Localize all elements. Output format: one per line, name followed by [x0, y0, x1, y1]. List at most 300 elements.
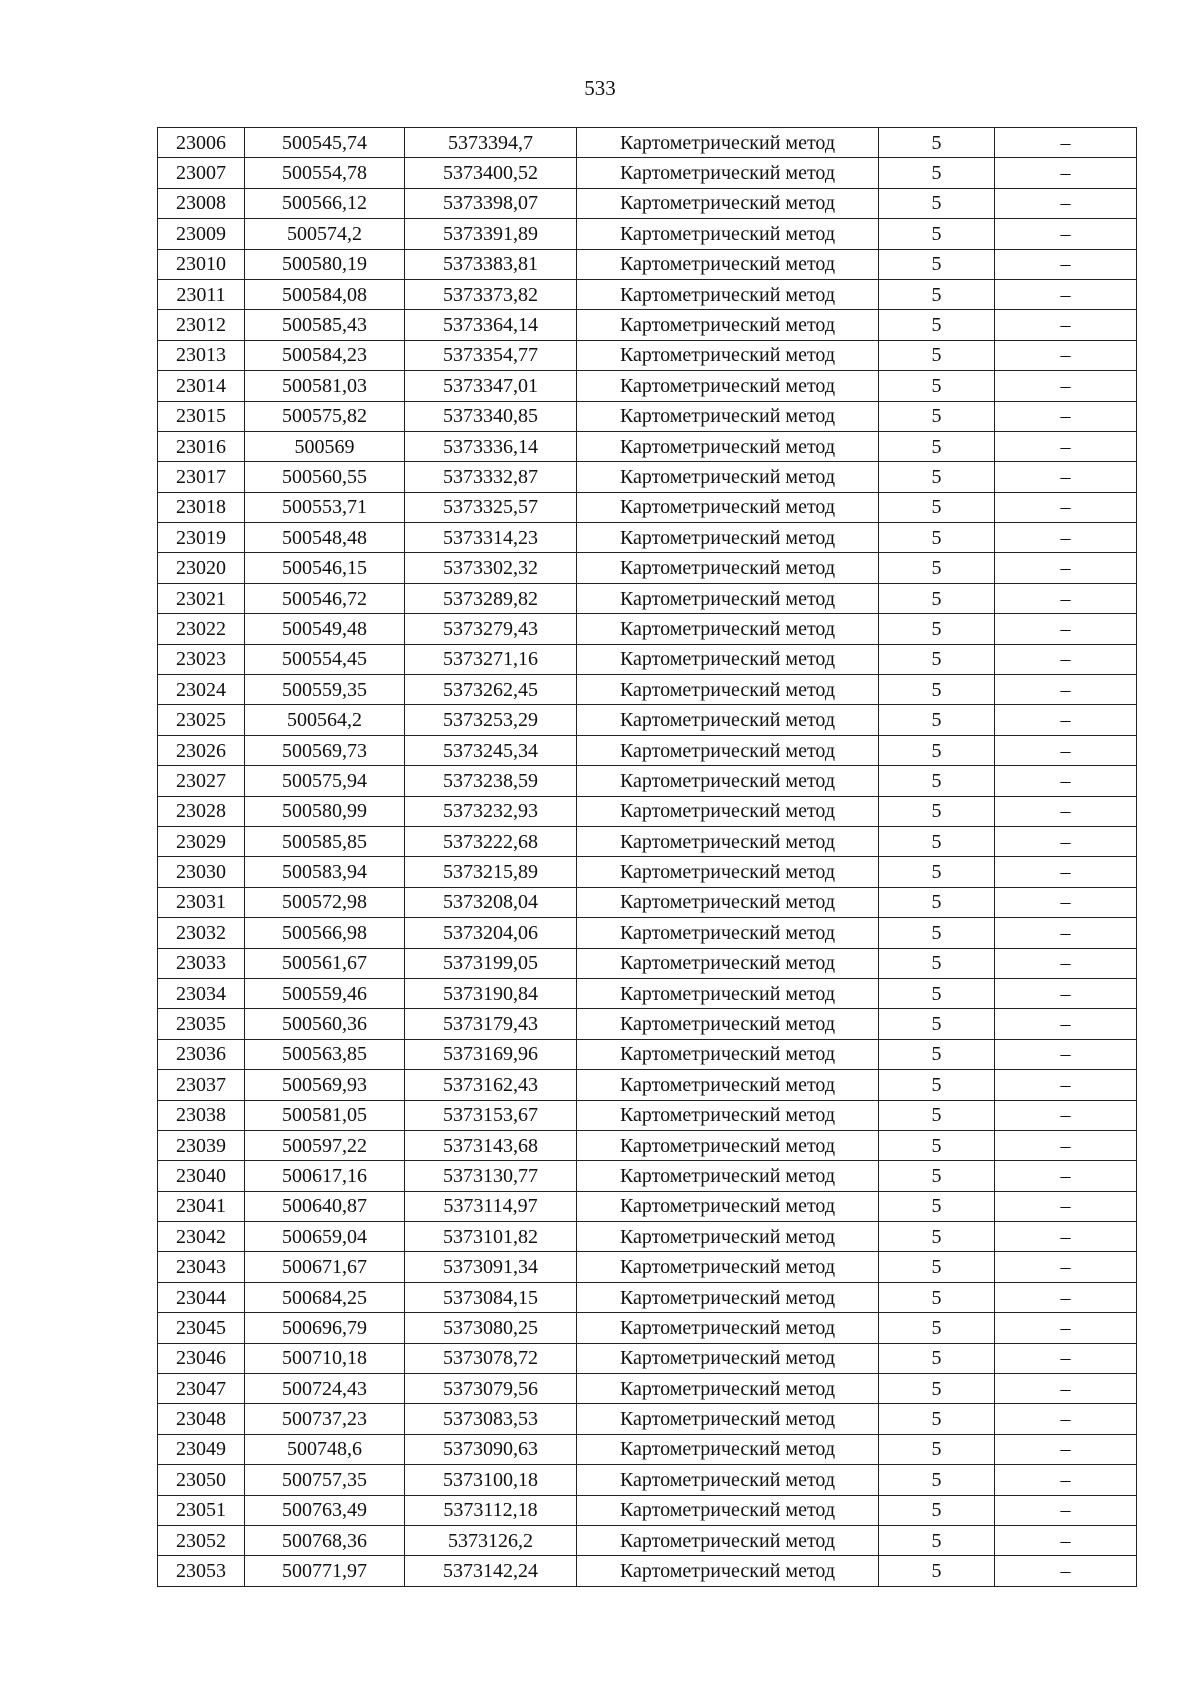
- method-cell: Картометрический метод: [577, 1343, 879, 1373]
- table-row: [158, 401, 1137, 431]
- point-number-cell: 23010: [158, 249, 245, 279]
- method-cell: Картометрический метод: [577, 583, 879, 613]
- point-number-cell: 23015: [158, 401, 245, 431]
- point-number-cell: 23041: [158, 1191, 245, 1221]
- x-coordinate-cell: 500545,74: [245, 128, 405, 158]
- point-number-cell: 23043: [158, 1252, 245, 1282]
- table-row: [158, 431, 1137, 461]
- y-coordinate-cell: 5373354,77: [405, 340, 577, 370]
- x-coordinate-cell: 500724,43: [245, 1374, 405, 1404]
- x-coordinate-cell: 500585,43: [245, 310, 405, 340]
- description-cell: –: [995, 1039, 1137, 1069]
- point-number-cell: 23020: [158, 553, 245, 583]
- description-cell: –: [995, 1191, 1137, 1221]
- point-number-cell: 23013: [158, 340, 245, 370]
- x-coordinate-cell: 500546,15: [245, 553, 405, 583]
- table-row: [158, 310, 1137, 340]
- method-cell: Картометрический метод: [577, 1191, 879, 1221]
- x-coordinate-cell: 500583,94: [245, 857, 405, 887]
- accuracy-cell: 5: [879, 279, 995, 309]
- x-coordinate-cell: 500561,67: [245, 948, 405, 978]
- y-coordinate-cell: 5373215,89: [405, 857, 577, 887]
- method-cell: Картометрический метод: [577, 371, 879, 401]
- table-row: [158, 1161, 1137, 1191]
- point-number-cell: 23036: [158, 1039, 245, 1069]
- description-cell: –: [995, 462, 1137, 492]
- description-cell: –: [995, 1282, 1137, 1312]
- y-coordinate-cell: 5373101,82: [405, 1222, 577, 1252]
- accuracy-cell: 5: [879, 1313, 995, 1343]
- description-cell: –: [995, 1465, 1137, 1495]
- x-coordinate-cell: 500763,49: [245, 1495, 405, 1525]
- description-cell: –: [995, 1434, 1137, 1464]
- y-coordinate-cell: 5373394,7: [405, 128, 577, 158]
- table-row: [158, 826, 1137, 856]
- description-cell: –: [995, 796, 1137, 826]
- method-cell: Картометрический метод: [577, 492, 879, 522]
- x-coordinate-cell: 500554,45: [245, 644, 405, 674]
- table-row: [158, 614, 1137, 644]
- point-number-cell: 23007: [158, 158, 245, 188]
- y-coordinate-cell: 5373080,25: [405, 1313, 577, 1343]
- description-cell: –: [995, 219, 1137, 249]
- x-coordinate-cell: 500768,36: [245, 1525, 405, 1555]
- method-cell: Картометрический метод: [577, 249, 879, 279]
- description-cell: –: [995, 401, 1137, 431]
- y-coordinate-cell: 5373245,34: [405, 735, 577, 765]
- table-row: [158, 492, 1137, 522]
- table-row: [158, 887, 1137, 917]
- method-cell: Картометрический метод: [577, 128, 879, 158]
- point-number-cell: 23052: [158, 1525, 245, 1555]
- x-coordinate-cell: 500737,23: [245, 1404, 405, 1434]
- x-coordinate-cell: 500584,08: [245, 279, 405, 309]
- x-coordinate-cell: 500748,6: [245, 1434, 405, 1464]
- method-cell: Картометрический метод: [577, 158, 879, 188]
- description-cell: –: [995, 1556, 1137, 1586]
- y-coordinate-cell: 5373143,68: [405, 1130, 577, 1160]
- description-cell: –: [995, 188, 1137, 218]
- method-cell: Картометрический метод: [577, 1374, 879, 1404]
- method-cell: Картометрический метод: [577, 735, 879, 765]
- description-cell: –: [995, 1009, 1137, 1039]
- y-coordinate-cell: 5373271,16: [405, 644, 577, 674]
- x-coordinate-cell: 500597,22: [245, 1130, 405, 1160]
- point-number-cell: 23014: [158, 371, 245, 401]
- point-number-cell: 23053: [158, 1556, 245, 1586]
- x-coordinate-cell: 500757,35: [245, 1465, 405, 1495]
- y-coordinate-cell: 5373400,52: [405, 158, 577, 188]
- accuracy-cell: 5: [879, 1009, 995, 1039]
- accuracy-cell: 5: [879, 918, 995, 948]
- point-number-cell: 23027: [158, 766, 245, 796]
- method-cell: Картометрический метод: [577, 887, 879, 917]
- point-number-cell: 23030: [158, 857, 245, 887]
- table-row: [158, 857, 1137, 887]
- x-coordinate-cell: 500617,16: [245, 1161, 405, 1191]
- description-cell: –: [995, 705, 1137, 735]
- x-coordinate-cell: 500559,35: [245, 675, 405, 705]
- method-cell: Картометрический метод: [577, 614, 879, 644]
- x-coordinate-cell: 500581,05: [245, 1100, 405, 1130]
- x-coordinate-cell: 500581,03: [245, 371, 405, 401]
- table-row: [158, 1039, 1137, 1069]
- x-coordinate-cell: 500569,93: [245, 1070, 405, 1100]
- table-row: [158, 705, 1137, 735]
- accuracy-cell: 5: [879, 1434, 995, 1464]
- method-cell: Картометрический метод: [577, 1495, 879, 1525]
- x-coordinate-cell: 500563,85: [245, 1039, 405, 1069]
- x-coordinate-cell: 500580,99: [245, 796, 405, 826]
- x-coordinate-cell: 500569: [245, 431, 405, 461]
- accuracy-cell: 5: [879, 796, 995, 826]
- y-coordinate-cell: 5373162,43: [405, 1070, 577, 1100]
- method-cell: Картометрический метод: [577, 188, 879, 218]
- description-cell: –: [995, 310, 1137, 340]
- x-coordinate-cell: 500640,87: [245, 1191, 405, 1221]
- y-coordinate-cell: 5373302,32: [405, 553, 577, 583]
- table-row: [158, 462, 1137, 492]
- y-coordinate-cell: 5373083,53: [405, 1404, 577, 1434]
- table-row: [158, 523, 1137, 553]
- x-coordinate-cell: 500572,98: [245, 887, 405, 917]
- y-coordinate-cell: 5373153,67: [405, 1100, 577, 1130]
- method-cell: Картометрический метод: [577, 1434, 879, 1464]
- y-coordinate-cell: 5373142,24: [405, 1556, 577, 1586]
- point-number-cell: 23029: [158, 826, 245, 856]
- accuracy-cell: 5: [879, 857, 995, 887]
- accuracy-cell: 5: [879, 523, 995, 553]
- x-coordinate-cell: 500684,25: [245, 1282, 405, 1312]
- method-cell: Картометрический метод: [577, 219, 879, 249]
- point-number-cell: 23040: [158, 1161, 245, 1191]
- y-coordinate-cell: 5373179,43: [405, 1009, 577, 1039]
- method-cell: Картометрический метод: [577, 1100, 879, 1130]
- y-coordinate-cell: 5373325,57: [405, 492, 577, 522]
- point-number-cell: 23038: [158, 1100, 245, 1130]
- y-coordinate-cell: 5373112,18: [405, 1495, 577, 1525]
- x-coordinate-cell: 500559,46: [245, 978, 405, 1008]
- y-coordinate-cell: 5373091,34: [405, 1252, 577, 1282]
- description-cell: –: [995, 553, 1137, 583]
- description-cell: –: [995, 371, 1137, 401]
- accuracy-cell: 5: [879, 128, 995, 158]
- y-coordinate-cell: 5373204,06: [405, 918, 577, 948]
- accuracy-cell: 5: [879, 1100, 995, 1130]
- y-coordinate-cell: 5373079,56: [405, 1374, 577, 1404]
- y-coordinate-cell: 5373090,63: [405, 1434, 577, 1464]
- point-number-cell: 23034: [158, 978, 245, 1008]
- method-cell: Картометрический метод: [577, 766, 879, 796]
- accuracy-cell: 5: [879, 644, 995, 674]
- description-cell: –: [995, 614, 1137, 644]
- description-cell: –: [995, 1495, 1137, 1525]
- method-cell: Картометрический метод: [577, 857, 879, 887]
- table-row: [158, 188, 1137, 218]
- description-cell: –: [995, 1525, 1137, 1555]
- point-number-cell: 23032: [158, 918, 245, 948]
- method-cell: Картометрический метод: [577, 1525, 879, 1555]
- accuracy-cell: 5: [879, 1191, 995, 1221]
- y-coordinate-cell: 5373391,89: [405, 219, 577, 249]
- accuracy-cell: 5: [879, 1343, 995, 1373]
- accuracy-cell: 5: [879, 462, 995, 492]
- table-row: [158, 1009, 1137, 1039]
- method-cell: Картометрический метод: [577, 1161, 879, 1191]
- x-coordinate-cell: 500566,98: [245, 918, 405, 948]
- point-number-cell: 23016: [158, 431, 245, 461]
- point-number-cell: 23049: [158, 1434, 245, 1464]
- y-coordinate-cell: 5373084,15: [405, 1282, 577, 1312]
- method-cell: Картометрический метод: [577, 796, 879, 826]
- y-coordinate-cell: 5373373,82: [405, 279, 577, 309]
- point-number-cell: 23026: [158, 735, 245, 765]
- method-cell: Картометрический метод: [577, 1404, 879, 1434]
- y-coordinate-cell: 5373208,04: [405, 887, 577, 917]
- x-coordinate-cell: 500564,2: [245, 705, 405, 735]
- table-row: [158, 1222, 1137, 1252]
- description-cell: –: [995, 431, 1137, 461]
- method-cell: Картометрический метод: [577, 1465, 879, 1495]
- description-cell: –: [995, 583, 1137, 613]
- accuracy-cell: 5: [879, 978, 995, 1008]
- y-coordinate-cell: 5373114,97: [405, 1191, 577, 1221]
- x-coordinate-cell: 500659,04: [245, 1222, 405, 1252]
- table-row: [158, 978, 1137, 1008]
- y-coordinate-cell: 5373340,85: [405, 401, 577, 431]
- method-cell: Картометрический метод: [577, 462, 879, 492]
- x-coordinate-cell: 500585,85: [245, 826, 405, 856]
- method-cell: Картометрический метод: [577, 918, 879, 948]
- table-row: [158, 1525, 1137, 1555]
- point-number-cell: 23019: [158, 523, 245, 553]
- y-coordinate-cell: 5373336,14: [405, 431, 577, 461]
- point-number-cell: 23008: [158, 188, 245, 218]
- point-number-cell: 23048: [158, 1404, 245, 1434]
- method-cell: Картометрический метод: [577, 978, 879, 1008]
- accuracy-cell: 5: [879, 1161, 995, 1191]
- y-coordinate-cell: 5373222,68: [405, 826, 577, 856]
- method-cell: Картометрический метод: [577, 553, 879, 583]
- method-cell: Картометрический метод: [577, 1130, 879, 1160]
- x-coordinate-cell: 500553,71: [245, 492, 405, 522]
- table-row: [158, 1495, 1137, 1525]
- accuracy-cell: 5: [879, 614, 995, 644]
- x-coordinate-cell: 500548,48: [245, 523, 405, 553]
- method-cell: Картометрический метод: [577, 826, 879, 856]
- table-row: [158, 1374, 1137, 1404]
- table-row: [158, 1343, 1137, 1373]
- accuracy-cell: 5: [879, 1039, 995, 1069]
- accuracy-cell: 5: [879, 1525, 995, 1555]
- table-row: [158, 340, 1137, 370]
- x-coordinate-cell: 500560,36: [245, 1009, 405, 1039]
- accuracy-cell: 5: [879, 1282, 995, 1312]
- y-coordinate-cell: 5373289,82: [405, 583, 577, 613]
- description-cell: –: [995, 735, 1137, 765]
- point-number-cell: 23012: [158, 310, 245, 340]
- description-cell: –: [995, 857, 1137, 887]
- point-number-cell: 23022: [158, 614, 245, 644]
- accuracy-cell: 5: [879, 310, 995, 340]
- table-row: [158, 219, 1137, 249]
- y-coordinate-cell: 5373190,84: [405, 978, 577, 1008]
- method-cell: Картометрический метод: [577, 948, 879, 978]
- y-coordinate-cell: 5373199,05: [405, 948, 577, 978]
- description-cell: –: [995, 1374, 1137, 1404]
- table-row: [158, 128, 1137, 158]
- description-cell: –: [995, 1070, 1137, 1100]
- table-row: [158, 1556, 1137, 1586]
- accuracy-cell: 5: [879, 583, 995, 613]
- accuracy-cell: 5: [879, 401, 995, 431]
- y-coordinate-cell: 5373383,81: [405, 249, 577, 279]
- description-cell: –: [995, 1313, 1137, 1343]
- description-cell: –: [995, 1130, 1137, 1160]
- method-cell: Картометрический метод: [577, 1313, 879, 1343]
- table-row: [158, 553, 1137, 583]
- x-coordinate-cell: 500696,79: [245, 1313, 405, 1343]
- point-number-cell: 23042: [158, 1222, 245, 1252]
- method-cell: Картометрический метод: [577, 1039, 879, 1069]
- method-cell: Картометрический метод: [577, 1252, 879, 1282]
- point-number-cell: 23006: [158, 128, 245, 158]
- y-coordinate-cell: 5373238,59: [405, 766, 577, 796]
- description-cell: –: [995, 492, 1137, 522]
- point-number-cell: 23031: [158, 887, 245, 917]
- x-coordinate-cell: 500771,97: [245, 1556, 405, 1586]
- point-number-cell: 23051: [158, 1495, 245, 1525]
- table-row: [158, 1404, 1137, 1434]
- y-coordinate-cell: 5373314,23: [405, 523, 577, 553]
- y-coordinate-cell: 5373169,96: [405, 1039, 577, 1069]
- description-cell: –: [995, 1161, 1137, 1191]
- accuracy-cell: 5: [879, 431, 995, 461]
- table-row: [158, 948, 1137, 978]
- table-row: [158, 1282, 1137, 1312]
- point-number-cell: 23050: [158, 1465, 245, 1495]
- accuracy-cell: 5: [879, 492, 995, 522]
- accuracy-cell: 5: [879, 1374, 995, 1404]
- page-number: 533: [584, 76, 616, 100]
- description-cell: –: [995, 766, 1137, 796]
- table-row: [158, 279, 1137, 309]
- x-coordinate-cell: 500560,55: [245, 462, 405, 492]
- point-number-cell: 23039: [158, 1130, 245, 1160]
- description-cell: –: [995, 523, 1137, 553]
- accuracy-cell: 5: [879, 340, 995, 370]
- description-cell: –: [995, 1222, 1137, 1252]
- point-number-cell: 23011: [158, 279, 245, 309]
- accuracy-cell: 5: [879, 1252, 995, 1282]
- description-cell: –: [995, 249, 1137, 279]
- y-coordinate-cell: 5373130,77: [405, 1161, 577, 1191]
- method-cell: Картометрический метод: [577, 523, 879, 553]
- description-cell: –: [995, 1404, 1137, 1434]
- accuracy-cell: 5: [879, 1070, 995, 1100]
- accuracy-cell: 5: [879, 219, 995, 249]
- table-row: [158, 644, 1137, 674]
- x-coordinate-cell: 500575,82: [245, 401, 405, 431]
- description-cell: –: [995, 340, 1137, 370]
- point-number-cell: 23021: [158, 583, 245, 613]
- table-row: [158, 1191, 1137, 1221]
- accuracy-cell: 5: [879, 249, 995, 279]
- table-row: [158, 1100, 1137, 1130]
- table-row: [158, 735, 1137, 765]
- x-coordinate-cell: 500546,72: [245, 583, 405, 613]
- table-row: [158, 1434, 1137, 1464]
- point-number-cell: 23045: [158, 1313, 245, 1343]
- table-row: [158, 158, 1137, 188]
- point-number-cell: 23017: [158, 462, 245, 492]
- description-cell: –: [995, 918, 1137, 948]
- y-coordinate-cell: 5373332,87: [405, 462, 577, 492]
- accuracy-cell: 5: [879, 188, 995, 218]
- point-number-cell: 23023: [158, 644, 245, 674]
- table-row: [158, 1465, 1137, 1495]
- table-row: [158, 1252, 1137, 1282]
- accuracy-cell: 5: [879, 1404, 995, 1434]
- table-row: [158, 675, 1137, 705]
- point-number-cell: 23033: [158, 948, 245, 978]
- method-cell: Картометрический метод: [577, 1009, 879, 1039]
- description-cell: –: [995, 158, 1137, 188]
- accuracy-cell: 5: [879, 1222, 995, 1252]
- accuracy-cell: 5: [879, 826, 995, 856]
- description-cell: –: [995, 1343, 1137, 1373]
- accuracy-cell: 5: [879, 705, 995, 735]
- accuracy-cell: 5: [879, 887, 995, 917]
- accuracy-cell: 5: [879, 766, 995, 796]
- table-row: [158, 371, 1137, 401]
- accuracy-cell: 5: [879, 371, 995, 401]
- table-row: [158, 1313, 1137, 1343]
- description-cell: –: [995, 978, 1137, 1008]
- coordinates-table: [157, 127, 1137, 1587]
- y-coordinate-cell: 5373253,29: [405, 705, 577, 735]
- description-cell: –: [995, 826, 1137, 856]
- method-cell: Картометрический метод: [577, 310, 879, 340]
- table-row: [158, 766, 1137, 796]
- description-cell: –: [995, 1100, 1137, 1130]
- x-coordinate-cell: 500574,2: [245, 219, 405, 249]
- point-number-cell: 23018: [158, 492, 245, 522]
- table-row: [158, 1130, 1137, 1160]
- accuracy-cell: 5: [879, 1130, 995, 1160]
- table-row: [158, 1070, 1137, 1100]
- point-number-cell: 23035: [158, 1009, 245, 1039]
- y-coordinate-cell: 5373398,07: [405, 188, 577, 218]
- point-number-cell: 23025: [158, 705, 245, 735]
- method-cell: Картометрический метод: [577, 431, 879, 461]
- method-cell: Картометрический метод: [577, 1282, 879, 1312]
- table-row: [158, 249, 1137, 279]
- x-coordinate-cell: 500569,73: [245, 735, 405, 765]
- method-cell: Картометрический метод: [577, 705, 879, 735]
- y-coordinate-cell: 5373364,14: [405, 310, 577, 340]
- description-cell: –: [995, 948, 1137, 978]
- point-number-cell: 23044: [158, 1282, 245, 1312]
- method-cell: Картометрический метод: [577, 675, 879, 705]
- x-coordinate-cell: 500584,23: [245, 340, 405, 370]
- description-cell: –: [995, 644, 1137, 674]
- y-coordinate-cell: 5373126,2: [405, 1525, 577, 1555]
- method-cell: Картометрический метод: [577, 644, 879, 674]
- table-row: [158, 918, 1137, 948]
- x-coordinate-cell: 500671,67: [245, 1252, 405, 1282]
- y-coordinate-cell: 5373232,93: [405, 796, 577, 826]
